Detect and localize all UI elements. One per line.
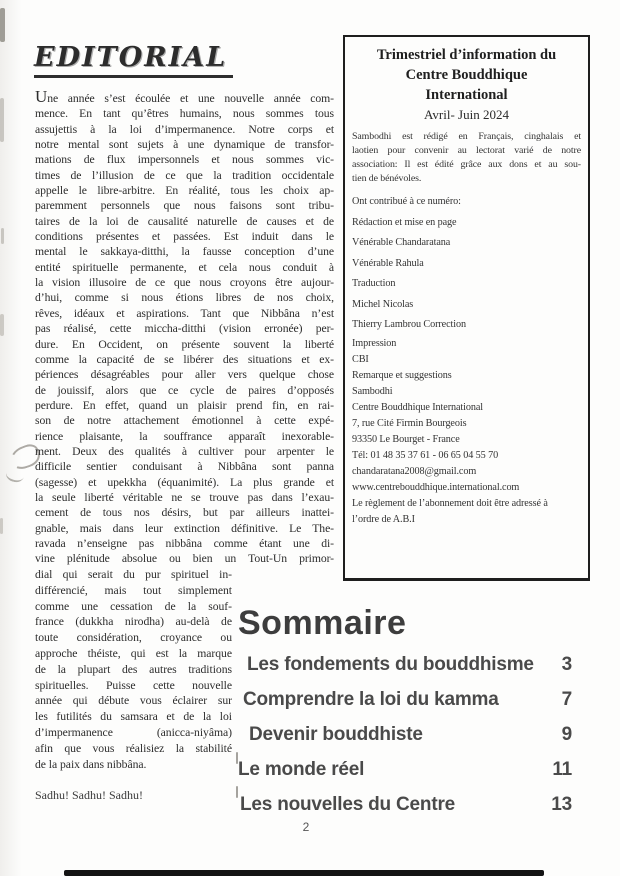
- contact-line: 93350 Le Bourget - France: [352, 433, 460, 445]
- scan-artifact: [0, 518, 3, 534]
- publication-description-line: laotien pour convenir au lectorat varié de notre: [352, 145, 581, 156]
- editorial-text-line: d’hui, comme si nous étions libres de nos choix,: [35, 291, 334, 305]
- sommaire-items: [238, 654, 572, 816]
- editorial-text-line: difficile sentier conduisant à Nibbâna sont panna: [35, 460, 334, 474]
- editorial-text-line: pas réalisé, cette miccha-ditthi (vision erronée) per-: [35, 322, 334, 336]
- editorial-text-line: dial qui serait du pur spirituel in-: [35, 568, 232, 581]
- publication-description-line: tien de bénévoles.: [352, 173, 422, 184]
- toc-row: [247, 654, 572, 676]
- editorial-text-line: notre mental sont sujets à une dynamique de transfor-: [35, 138, 334, 152]
- publication-description: [352, 130, 581, 186]
- contact-line: www.centrebouddhique.international.com: [352, 481, 520, 493]
- editorial-text-line: les futilités du samsara et de la loi: [35, 710, 232, 724]
- toc-entry-page-number: 9: [561, 724, 572, 745]
- page-number: 2: [302, 820, 310, 834]
- editorial-text-line: approche théiste, qui est la marque: [35, 646, 232, 660]
- contributors-list: [352, 192, 581, 336]
- editorial-text-line: entité spirituelle permanente, et cela nous conduit à: [35, 260, 334, 274]
- sommaire-title: Sommaire: [238, 604, 407, 642]
- editorial-text-narrow-column: [35, 567, 232, 772]
- toc-entry-label: Les fondements du bouddhisme: [247, 654, 534, 675]
- toc-entry-label: Comprendre la loi du kamma: [243, 689, 499, 710]
- toc-row: [249, 724, 572, 746]
- contact-line: CBI: [352, 353, 369, 365]
- scan-artifact: [0, 8, 5, 42]
- editorial-text-line: la seule liberté véritable ne se trouve pas dans l’exau-: [35, 490, 334, 504]
- editorial-text-line: Une année s’est écoulée et une nouvelle année com-: [35, 87, 334, 106]
- toc-entry-label: Le monde réel: [238, 759, 365, 780]
- contact-line: Le règlement de l’abonnement doit être adressé à: [352, 497, 548, 509]
- sommaire-section: [238, 604, 572, 829]
- publication-period: Avril- Juin 2024: [424, 107, 509, 122]
- editorial-text-line: appelle le libre-arbitre. En réalité, tous les choix ap-: [35, 184, 334, 198]
- editorial-text-line: afin que vous réalisiez la stabilité: [35, 741, 232, 755]
- toc-entry-page-number: 13: [551, 794, 572, 815]
- toc-entry-page-number: 11: [552, 759, 572, 780]
- contributor-line: Thierry Lambrou Correction: [352, 319, 466, 330]
- contact-line: l’ordre de A.B.I: [352, 513, 415, 525]
- editorial-text-line: assujettis à la loi d’impermanence. Notre corps et: [35, 122, 334, 136]
- editorial-text-line: comme une cessation de la souf-: [35, 599, 232, 613]
- scan-bottom-bar-artifact: [64, 870, 544, 876]
- editorial-text-line: son de notre attachement émotionnel à cette expé-: [35, 414, 334, 428]
- editorial-text-line: rêves, idéaux et aspirations. Tant que Nibbâna n’est: [35, 306, 334, 320]
- publication-title-line: Centre Bouddhique: [405, 67, 528, 83]
- contributor-line: Ont contribué à ce numéro:: [352, 196, 461, 207]
- editorial-text-line: france (dukkha nirodha) au-delà de: [35, 615, 232, 629]
- editorial-text-line: gnable, mais dans leur extinction définitive. Le The-: [35, 521, 334, 535]
- editorial-text-line: perdure. En effet, quand un plaisir prend fin, en rai-: [35, 398, 334, 412]
- editorial-text-line: de la paix dans nibbâna.: [35, 757, 147, 771]
- editorial-text-line: mental le sakkaya-ditthi, la fausse conception d’une: [35, 245, 334, 259]
- editorial-text-line: ment. Deux des qualités à cultiver pour arpenter le: [35, 444, 334, 458]
- editorial-text-line: différencié, mais tout simplement: [35, 583, 232, 597]
- editorial-text-line: times de l’illusion de ce que la tradition occidentale: [35, 168, 334, 182]
- editorial-text-line: la vision illusoire de ce que nous croyons être aujour-: [35, 276, 334, 290]
- editorial-text-line: année qui débute vous éclairer sur: [35, 694, 232, 708]
- editorial-text-line: paremment personnels que nous faisons sont tribu-: [35, 199, 334, 213]
- editorial-heading: EDITORIAL: [34, 42, 233, 78]
- toc-row: [240, 794, 572, 816]
- scan-artifact: [1, 228, 4, 244]
- toc-entry-page-number: 7: [561, 689, 572, 710]
- editorial-text-line: de jouissif, alors que ce cycle de paires d’opposés: [35, 383, 334, 397]
- toc-row: [243, 689, 572, 711]
- contact-details: [352, 336, 581, 528]
- editorial-text-line: ravada n’enseigne pas nibbâna comme étant une di-: [35, 536, 334, 550]
- contact-line: 7, rue Cité Firmin Bourgeois: [352, 417, 467, 429]
- toc-row: [238, 759, 572, 781]
- publication-info-box: [343, 35, 590, 581]
- toc-entry-label: Les nouvelles du Centre: [240, 794, 456, 815]
- contact-line: Centre Bouddhique International: [352, 401, 483, 413]
- editorial-text-line: spirituelles. Puisse cette nouvelle: [35, 678, 232, 692]
- editorial-closing: Sadhu! Sadhu! Sadhu!: [35, 788, 143, 802]
- editorial-text-line: comme la capacité de se libérer des situations et ex-: [35, 352, 334, 366]
- contact-line: chandaratana2008@gmail.com: [352, 465, 477, 477]
- contact-line: Sambodhi: [352, 385, 393, 397]
- publication-title-line: International: [425, 87, 508, 103]
- publication-title-line: Trimestriel d’information du: [376, 47, 557, 63]
- editorial-text-line: d’impermanence (anicca-niyâma): [35, 725, 232, 739]
- editorial-text-line: dure. En Occident, on présente souvent la liberté: [35, 337, 334, 351]
- editorial-text-line: toute considération, croyance ou: [35, 631, 232, 645]
- publication-description-line: association: Il est édité grâce aux dons et au sou-: [352, 159, 581, 170]
- toc-entry-label: Devenir bouddhiste: [249, 724, 423, 745]
- editorial-text-wide-column: [35, 89, 334, 567]
- editorial-text-line: rience plaisante, la souffrance apparaît inexorable-: [35, 429, 334, 443]
- contributor-line: Vénérable Chandaratana: [352, 237, 451, 248]
- editorial-text-line: périences désagréables pour aller vers quelque chose: [35, 368, 334, 382]
- editorial-text-line: cement de tous nos désirs, but par ailleurs inattei-: [35, 506, 334, 520]
- editorial-text-line: vine plénitude absolue ou bien un Tout-Un primor-: [35, 552, 334, 566]
- toc-entry-page-number: 3: [561, 654, 572, 675]
- contact-line: Impression: [352, 337, 397, 349]
- editorial-text-line: de la plupart des autres traditions: [35, 662, 232, 676]
- publication-description-line: Sambodhi est rédigé en Français, cinghalais et: [352, 131, 581, 142]
- contributor-line: Vénérable Rahula: [352, 257, 424, 269]
- contact-line: Tél: 01 48 35 37 61 - 06 65 04 55 70: [352, 449, 499, 461]
- editorial-text-line: mence. En tant qu’êtres humains, nous sommes tous: [35, 107, 334, 121]
- contributor-line: Michel Nicolas: [352, 298, 414, 310]
- scan-artifact: [0, 314, 4, 336]
- editorial-text-line: (sagesse) et upekkha (équanimité). La plus grande et: [35, 475, 334, 489]
- contributor-line: Traduction: [352, 278, 396, 289]
- editorial-text-line: taires de la loi de causalité naturelle de causes et de: [35, 214, 334, 228]
- contributor-line: Rédaction et mise en page: [352, 216, 457, 228]
- publication-title: [352, 45, 581, 105]
- contact-line: Remarque et suggestions: [352, 369, 452, 381]
- editorial-text-line: mations de flux impersonnels et nous sommes vic-: [35, 153, 334, 167]
- scan-artifact: [0, 98, 4, 142]
- editorial-text-line: conditions présentes et passées. Est induit dans le: [35, 230, 334, 244]
